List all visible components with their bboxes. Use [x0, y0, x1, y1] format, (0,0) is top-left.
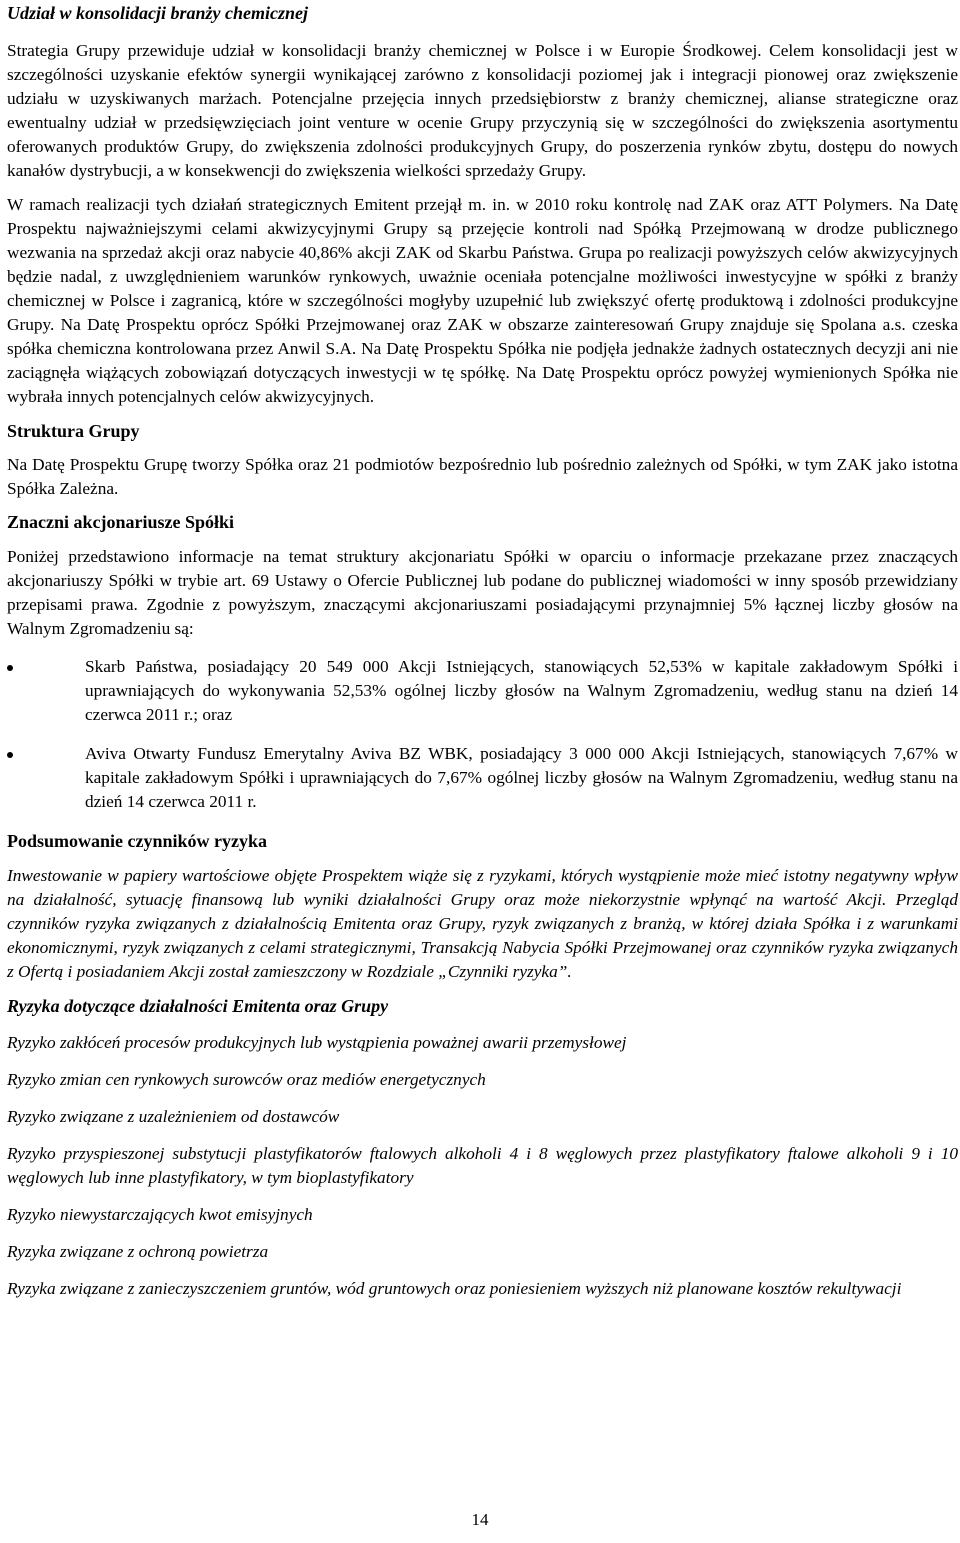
list-item [7, 655, 958, 727]
list-item-text: Skarb Państwa, posiadający 20 549 000 Akcji Istniejących, stanowiących 52,53% w kapitale zakładowym Spółki i uprawniających do wykonywania 52,53% ogólnej liczby głosów na Walnym Zgromadzeniu, według stanu na dzień 14 czerwca 2011 r.; oraz [85, 657, 958, 724]
bullet-icon [7, 665, 13, 671]
section-heading-shareholders: Znaczni akcjonariusze Spółki [7, 512, 235, 532]
bullet-icon [7, 752, 13, 758]
risk-item: Ryzyko niewystarczających kwot emisyjnych [7, 1205, 313, 1224]
risk-item: Ryzyka związane z zanieczyszczeniem gruntów, wód gruntowych oraz poniesieniem wyższych niż planowane kosztów rekultywacji [7, 1279, 902, 1298]
page-number: 14 [471, 1510, 489, 1529]
section-heading-risk-summary: Podsumowanie czynników ryzyka [7, 831, 268, 851]
paragraph-shareholders: Poniżej przedstawiono informacje na temat struktury akcjonariatu Spółki w oparciu o informacje przekazane przez znaczących akcjonariuszy Spółki w trybie art. 69 Ustawy o Ofercie Publicznej lub podane do publicznej wiadomości w inny sposób przewidziany przepisami prawa. Zgodnie z powyższym, znaczącymi akcjonariuszami posiadającymi przynajmniej 5% łącznej liczby głosów na Walnym Zgromadzeniu są: [7, 547, 958, 638]
section-heading-risk-group: Ryzyka dotyczące działalności Emitenta oraz Grupy [7, 996, 389, 1016]
risk-item: Ryzyka związane z ochroną powietrza [7, 1242, 269, 1261]
paragraph-risk-intro: Inwestowanie w papiery wartościowe objęte Prospektem wiąże się z ryzykami, których wystąpienie może mieć istotny negatywny wpływ na działalność, sytuację finansową lub wyniki działalności Grupy oraz może niekorzystnie wpłynąć na wartość Akcji. Przegląd czynników ryzyka związanych z działalnością Emitenta oraz Grupy, ryzyk związanych z branżą, w której działa Spółka i z warunkami ekonomicznymi, ryzyk związanych z celami strategicznymi, Transakcją Nabycia Spółki Przejmowanej oraz czynników ryzyka związanych z Ofertą i posiadaniem Akcji został zamieszczony w Rozdziale „Czynniki ryzyka”. [7, 866, 958, 981]
paragraph-group-structure: Na Datę Prospektu Grupę tworzy Spółka oraz 21 podmiotów bezpośrednio lub pośrednio zależnych od Spółki, w tym ZAK jako istotna Spółka Zależna. [7, 455, 958, 498]
document-page [7, 0, 958, 1301]
list-item [7, 742, 958, 814]
section-heading-group-structure: Struktura Grupy [7, 421, 140, 441]
paragraph-strategy-1: Strategia Grupy przewiduje udział w konsolidacji branży chemicznej w Polsce i w Europie Środkowej. Celem konsolidacji jest w szczególności uzyskanie efektów synergii wynikającej zarówno z konsolidacji poziomej jak i integracji pionowej oraz zwiększenie udziału w uzyskiwanych marżach. Potencjalne przejęcia innych przedsiębiorstw z branży chemicznej, alianse strategiczne oraz ewentualny udział w przedsięwzięciach joint venture w ocenie Grupy przyczynią się w szczególności do zwiększenia asortymentu oferowanych produktów Grupy, do zwiększenia zdolności produkcyjnych Grupy, do poszerzenia rynków zbytu, dostępu do nowych kanałów dystrybucji, a w konsekwencji do zwiększenia wielkości sprzedaży Grupy. [7, 41, 958, 180]
shareholders-list [7, 655, 958, 814]
risk-item: Ryzyko związane z uzależnieniem od dostawców [7, 1107, 340, 1126]
risk-item: Ryzyko zmian cen rynkowych surowców oraz mediów energetycznych [7, 1070, 486, 1089]
risk-item: Ryzyko zakłóceń procesów produkcyjnych lub wystąpienia poważnej awarii przemysłowej [7, 1033, 627, 1052]
list-item-text: Aviva Otwarty Fundusz Emerytalny Aviva BZ WBK, posiadający 3 000 000 Akcji Istniejących, stanowiących 7,67% w kapitale zakładowym Spółki i uprawniających do 7,67% ogólnej liczby głosów na Walnym Zgromadzeniu, według stanu na dzień 14 czerwca 2011 r. [85, 744, 958, 811]
risk-item: Ryzyko przyspieszonej substytucji plastyfikatorów ftalowych alkoholi 4 i 8 węglowych przez plastyfikatory ftalowe alkoholi 9 i 10 węglowych lub inne plastyfikatory, w tym bioplastyfikatory [7, 1144, 958, 1187]
section-title-consolidation: Udział w konsolidacji branży chemicznej [7, 3, 309, 23]
paragraph-strategy-2: W ramach realizacji tych działań strategicznych Emitent przejął m. in. w 2010 roku kontrolę nad ZAK oraz ATT Polymers. Na Datę Prospektu najważniejszymi celami akwizycyjnymi Grupy są przejęcie kontroli nad Spółką Przejmowaną w drodze publicznego wezwania na sprzedaż akcji oraz nabycie 40,86% akcji ZAK od Skarbu Państwa. Grupa po realizacji powyższych celów akwizycyjnych będzie nadal, z uwzględnieniem warunków rynkowych, uważnie oceniała potencjalne możliwości inwestycyjne w spółki z branży chemicznej w Polsce i zagranicą, które w szczególności mogłyby uzupełnić lub zwiększyć ofertę produktową i zdolności produkcyjne Grupy. Na Datę Prospektu oprócz Spółki Przejmowanej oraz ZAK w obszarze zainteresowań Grupy znajduje się Spolana a.s. czeska spółka chemiczna kontrolowana przez Anwil S.A. Na Datę Prospektu Spółka nie podjęła jednakże żadnych ostatecznych decyzji ani nie zaciągnęła wiążących zobowiązań dotyczących inwestycji w tę spółkę. Na Datę Prospektu oprócz powyżej wymienionych Spółka nie wybrała innych potencjalnych celów akwizycyjnych. [7, 195, 958, 406]
